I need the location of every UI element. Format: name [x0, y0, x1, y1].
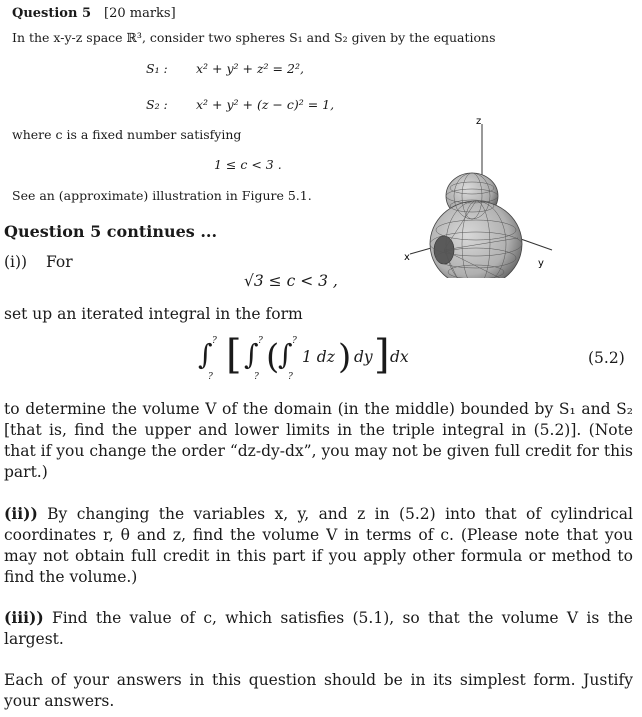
marks-label: [20 marks]: [104, 6, 176, 21]
part-i-label: (i)): [4, 253, 28, 271]
part-i-body: to determine the volume V of the domain (in the middle) bounded by S₁ and S₂ [that is, find the upper and lower limits in the triple integral in (5.2)]. (Note that if you change the order “dz-dy-dx”, you may not be given full credit for this part.): [4, 400, 633, 481]
inner-upper-limit: ?: [292, 336, 297, 346]
part-i-inequality: √3 ≤ c < 3 ,: [244, 272, 338, 290]
spheres-illustration: [400, 108, 575, 278]
condition-inequality: 1 ≤ c < 3 .: [214, 157, 282, 172]
condition-text: where c is a fixed number satisfying: [12, 127, 242, 142]
part-ii-body: By changing the variables x, y, and z in (5.2) into that of cylindrical coordinates r, θ and z, find the volume V in terms of c. (Please note that you may not obtain full credit in this part if you apply other formula or method to find the volume.): [4, 505, 633, 586]
inner-lower-limit: ?: [288, 372, 293, 382]
figure-reference: See an (approximate) illustration in Figure 5.1.: [12, 188, 312, 203]
spheres-figure: [400, 108, 575, 278]
z-axis-label: z: [476, 116, 482, 127]
integral-sign-outer: ∫: [198, 338, 213, 371]
right-paren: ): [338, 337, 352, 377]
left-bracket: [: [226, 332, 242, 378]
part-iii-label: (iii)): [4, 608, 44, 627]
part-i-for: For: [46, 253, 73, 271]
integral-sign-inner: ∫: [278, 338, 293, 371]
iterated-integral: [198, 332, 418, 388]
dy-term: dy: [354, 348, 373, 366]
dx-term: dx: [390, 348, 409, 366]
outer-upper-limit: ?: [212, 336, 217, 346]
part-iii-paragraph: [4, 607, 633, 650]
s1-label: S₁ :: [146, 61, 168, 76]
x-axis-label: x: [404, 252, 410, 263]
intro-text: In the x-y-z space ℝ³, consider two spheres S₁ and S₂ given by the equations: [12, 30, 496, 45]
question-title: Question 5: [12, 6, 92, 21]
part-i-lead: set up an iterated integral in the form: [4, 305, 303, 323]
s2-label: S₂ :: [146, 97, 168, 112]
part-iii-body: Find the value of c, which satisfies (5.1), so that the volume V is the largest.: [4, 609, 633, 648]
part-ii-label: (ii)): [4, 504, 38, 523]
right-bracket: ]: [374, 332, 390, 378]
middle-upper-limit: ?: [258, 336, 263, 346]
equation-number: (5.2): [588, 349, 625, 367]
outer-lower-limit: ?: [208, 372, 213, 382]
inner-integrand: 1 dz: [302, 348, 335, 366]
s1-equation: x² + y² + z² = 2²,: [196, 61, 304, 76]
closing-text: Each of your answers in this question should be in its simplest form. Justify your answers.: [4, 671, 633, 710]
left-paren: (: [266, 337, 280, 377]
middle-lower-limit: ?: [254, 372, 259, 382]
continues-heading: Question 5 continues ...: [4, 222, 218, 241]
part-ii-paragraph: [4, 503, 633, 588]
y-axis-label: y: [538, 258, 544, 269]
s2-equation: x² + y² + (z − c)² = 1,: [196, 97, 335, 112]
integral-sign-middle: ∫: [244, 338, 259, 371]
